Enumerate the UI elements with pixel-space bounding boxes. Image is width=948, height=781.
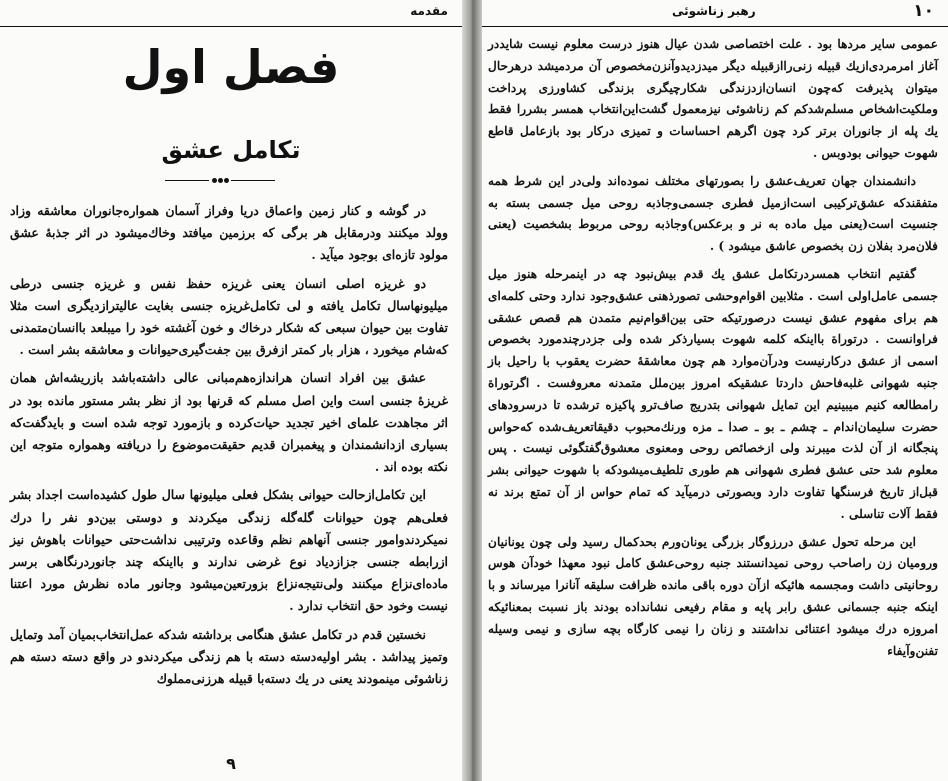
paragraph: اين مرحله تحول عشق دررزوگار بزرگی يونان‌ورم بحدكمال رسيد ولی چون يونانيان وروميان زن راصاحب روحی نميدانستند جنبه روحی‌عشق كامل نبود معهذا خودآن هوس روحانيتی داشت ومجسمه هائيكه ازآن دوره باقی مانده ظرافت سليقه آنانرا ميرساند و با اينكه جنبه جسمانی عشق رابر پايه و مقام رفيعی نشانداده بودند باز نسبت بمعنائيكه امروزه درك ميشود اعتنائی نداشتند و زنان را نيمی كارگاه بچه سازی و نيمی وسيله تفنن‌وآيفاء xyxy=(488,534,938,658)
ornament-divider xyxy=(165,176,275,186)
left-page xyxy=(0,0,462,781)
paragraph: نخستين قدم در تكامل عشق هنگامی برداشته شدكه عمل‌انتخاب‌بميان آمد وتمايل وتميز پيدا‌شد . بشر اوليه‌دسته دسته با هم زندگی ميكردندو در واقع دسته دسته هم زناشوئی مينمودند يعنی در يك دسته‌با قبيله هرزنی‌مملوك xyxy=(10,626,448,687)
paragraph: اين تكامل‌ازحالت حيوانی بشكل فعلی ميليونها سال طول كشيده‌است اجداد بشر فعلی‌هم چون حيوانات گله‌گله زندگی ميكردند و دوستی بين‌دو نفر را درك نميكردندوامور جنسی آنهاهم نظم وقاعده وترتيبی نداشت‌حتی حيوانات باهوش نيز ازرابطه جنسی جزازدياد نوع غرضی ندارند و بااينكه چند جانوردرنگاهی برسر ماده‌ای‌نزاع ميكنند ولی‌نتيجه‌نزاع بزورتعين‌ميشود وجانور ماده نظرش مورد اعتنا نيست وخود حق انتخاب ندارد . xyxy=(10,487,448,614)
page-number: ۱۰ xyxy=(913,1,934,21)
page-number: ۹ xyxy=(226,754,236,773)
paragraph: گفتيم انتخاب همسردرتكامل عشق يك قدم بيش‌نبود چه در اينمرحله هنوز ميل جسمی عامل‌اولی است . مثلابين اقوام‌وحشی تصورذهنی عشق‌وجود ندارد وحتی كلمه‌ای هم برای مفهوم عشق نيست درصورتيكه حتی بين‌اقوام‌نيم متمدن هم قصص عشقی فراوانست . درتوراة بااينكه كلمه شهوت بسيارذكر شده ولی جزدرچندمورد بخصوص اسمی از عشق دركارنيست ودرآن‌موارد هم چون معاشقهٔ حضرت يعقوب با راحيل باز جنبه شهوانی غلبه‌فاحش دارد‌تا عشقيكه امروز بين‌ملل متمدنه معروفست . اگرتوراة رامطالعه كنيم ميبينيم اين تمايل شهوانی بتدريج صاف‌ترو پاكيزه ترشده تا درسرودهای حضرت سليمان‌اندام ـ چشم ـ بو ـ صدا ـ مزه ورنك‌محبوب دقيقاتعريف‌شده كه‌حواس پنجگانه از آن لذت ميبرند ولی ازخصائص روحی ومعنوی معشوق‌گفتگوئی نيست . پس معلوم شد حتی عشق فطری شهوانی هم طوری تلطيف‌ميشودكه با شهوت حيوانی بشر قبل‌از تاريخ فرسنگها تفاوت دارد و‌بصورتی درميآيد كه تمام حواس از آن تمتع برند نه فقط آلات تناسلی . xyxy=(488,266,938,521)
running-header-title: رهبر زناشوئی xyxy=(672,4,756,18)
chapter-title: فصل اول xyxy=(122,40,340,94)
right-page xyxy=(482,0,948,781)
book-spine xyxy=(462,0,482,781)
page-body xyxy=(10,200,448,696)
page-body xyxy=(488,34,938,668)
running-header-title: مقدمه xyxy=(410,4,448,18)
paragraph: عمومی ساير مردها بود . علت اختصاصی شدن عيال هنوز درست معلوم نيست شايددر آغاز امرمردی‌ازيك قبيله زنی‌را‌ازقبيله ديگر ميدزديدوآنزن‌مخصوص آن مردميشد درهرحال ميتوان پذيرفت كه‌چون انسان‌ازدزندگی شكارچيگری بزندگی كشاورزی پرداخت وملكيت‌اشخاص مسلم‌شدكم كم زناشوئی نيزمعمول گشت‌اين‌انتخاب همسر بشررا فقط يك پله از جانوران برتر كرد چون اگرهم احساسات و تميزی دركار بود بازعامل قاطع شهوت حيوانی بودوبس . xyxy=(488,37,938,160)
paragraph: عشق بين افراد انسان هرانداز‌ه‌هم‌مبانی عالی داشته‌باشد بازريشه‌اش همان غريزهٔ جنسی است واين اصل مسلم كه قرنها بود از نظر بشر مستور مانده بود در اثر مجاهدت علمای اخير تجديد حيات‌كرده و بازمورد توجه شده است و بايدگفت‌كه بسياری ازدانشمندان و پيغمبران قديم حقيقت‌موضوع را دريافته وهمواره متوجه اين نكته بوده اند . xyxy=(10,370,448,475)
page-header xyxy=(0,0,462,27)
section-title: تكامل عشق xyxy=(161,136,301,164)
paragraph: در گوشه و كنار زمين واعماق دريا وفراز آسمان همواره‌جانوران معاشقه وزاد وولد ميكنند ودرمقابل هر برگی كه برزمين ميافتد وخاك‌ميشود در اثر جذبهٔ عشق مولود تازه‌ای بوجود ميآيد . xyxy=(10,203,448,263)
page-header xyxy=(482,0,948,27)
paragraph: دو غريزه اصلی انسان يعنی غريزه حفظ نفس و غريزه جنسی درطی ميليونهاسال تكامل يافته و لی تكامل‌غريزه جنسی بغايت عاليتر‌ازديگری است مثلا تفاوت بين حيوان سبعی كه شكار درخاك و خون آغشته خود را ميبلعد باانسان‌متمدنی كه‌شام ميخورد ، هزار بار كمتر ازفرق بين جفت‌گيری‌حيوانات و معاشقه بشر است . xyxy=(10,275,448,358)
paragraph: دانشمندان جهان تعريف‌عشق را بصورتهای مختلف نموده‌اند ولی‌در اين شرط همه متفقند‌كه عشق‌تركيبی است‌ازميل فطری جسمی‌وجاذبه روحی ميل جسمی بسته به جنسيت است(يعنی ميل ماده به نر و برعكس)وجاذبه روحی مربوط بشخصيت (يعنی فلان‌مرد بفلان زن بخصوص عاشق ميشود ) . xyxy=(488,173,938,254)
